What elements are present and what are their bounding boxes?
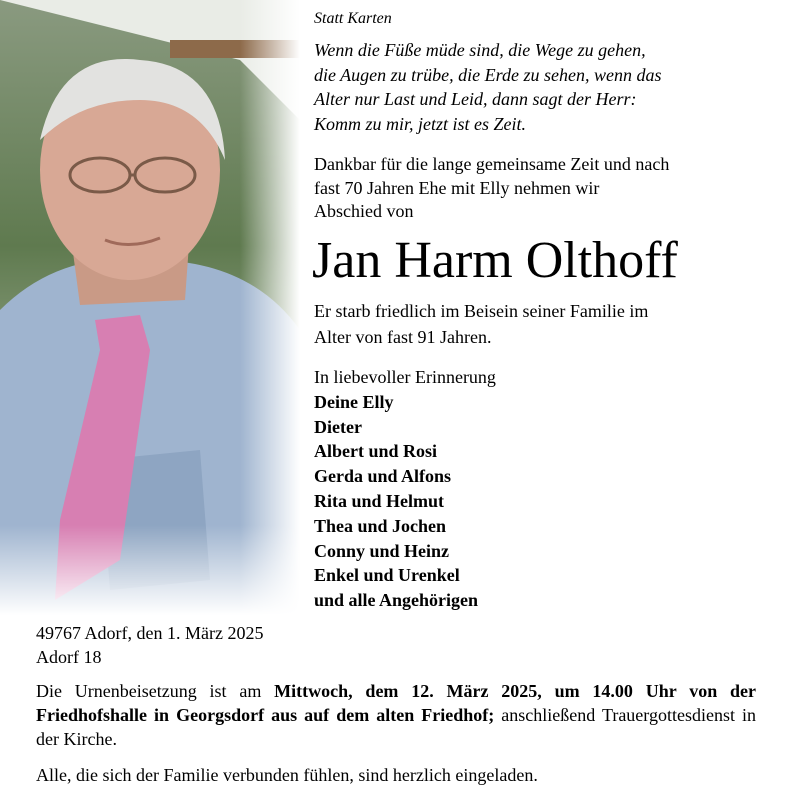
closing-invitation: Alle, die sich der Familie verbunden fühlen, sind herzlich eingeladen. <box>36 765 538 785</box>
intro-line: fast 70 Jahren Ehe mit Elly nehmen wir <box>314 177 600 198</box>
header-line: Statt Karten <box>314 10 392 27</box>
mourner-entry: Dieter <box>314 416 362 437</box>
death-notice <box>314 298 648 350</box>
address: Adorf 18 <box>36 647 102 667</box>
remembrance-intro: In liebevoller Erinnerung <box>314 367 496 387</box>
death-notice-line: Er starb friedlich im Beisein seiner Familie im <box>314 301 649 321</box>
mourner-entry: Enkel und Urenkel <box>314 565 460 586</box>
mourner-entry: Deine Elly <box>314 391 394 412</box>
poem-line: Wenn die Füße müde sind, die Wege zu gehen, <box>314 40 646 60</box>
mourner-entry: Gerda und Alfons <box>314 466 452 487</box>
mourner-entry: Thea und Jochen <box>314 515 447 536</box>
mourner-entry: Albert und Rosi <box>314 441 438 462</box>
mourner-entry: und alle Angehörigen <box>314 590 479 611</box>
poem-line: die Augen zu trübe, die Erde zu sehen, wenn das <box>314 64 662 85</box>
death-notice-line: Alter von fast 91 Jahren. <box>314 327 492 347</box>
place-date: 49767 Adorf, den 1. März 2025 <box>36 623 264 643</box>
mourners-block <box>314 365 496 613</box>
poem-line: Komm zu mir, jetzt ist es Zeit. <box>314 113 527 134</box>
poem-line: Alter nur Last und Leid, dann sagt der Herr: <box>314 89 637 109</box>
funeral-notice-pre: Die Urnenbeisetzung ist am <box>36 681 275 701</box>
funeral-notice <box>36 679 756 751</box>
mourner-entry: Rita und Helmut <box>314 490 445 511</box>
intro-line: Abschied von <box>314 201 414 221</box>
funeral-notice-post: anschließend Trauergottesdienst in der Kirche. <box>36 705 756 749</box>
mourner-entry: Conny und Heinz <box>314 540 450 561</box>
poem <box>314 38 661 136</box>
deceased-name: Jan Harm Olthoff <box>312 232 678 289</box>
intro-line: Dankbar für die lange gemeinsame Zeit und nach <box>314 154 670 174</box>
funeral-notice-details: Mittwoch, dem 12. März 2025, um 14.00 Uhr von der Friedhofshalle in Georgsdorf aus auf dem alten Friedhof; <box>36 681 756 725</box>
portrait-photo <box>0 0 300 615</box>
place-address <box>36 621 756 669</box>
intro-text <box>314 153 669 224</box>
